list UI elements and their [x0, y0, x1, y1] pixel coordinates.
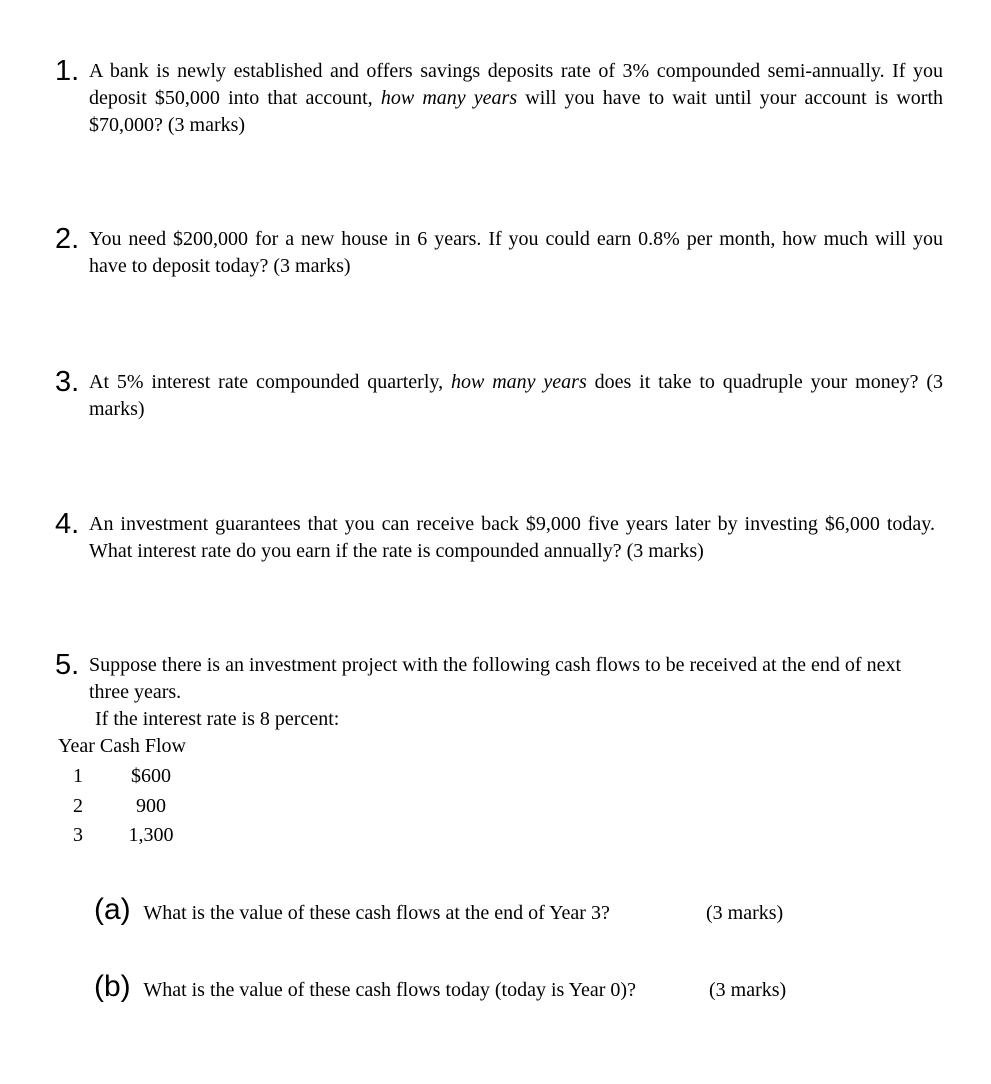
question-emphasis: how many years — [450, 371, 587, 393]
question-number: 4. — [55, 508, 80, 540]
row-cash-flow: 1,300 — [128, 824, 174, 846]
question-number: 1. — [55, 55, 80, 87]
question-number: 5. — [55, 649, 80, 681]
question-number: 2. — [55, 223, 80, 255]
header-cash-flow: Cash Flow — [99, 735, 186, 757]
question-text — [89, 369, 943, 423]
part-text: What is the value of these cash flows at the end of Year 3? — [143, 902, 610, 924]
question-1 — [55, 55, 944, 139]
part-label: (b) — [94, 970, 131, 1003]
part-marks: (3 marks) — [706, 902, 784, 924]
row-year: 1 — [73, 765, 83, 787]
question-emphasis: how many years — [380, 87, 518, 109]
table-header — [58, 735, 186, 758]
row-cash-flow: $600 — [131, 765, 171, 787]
question-text-part: At 5% interest rate compounded quarterly, — [89, 371, 451, 393]
part-a — [94, 893, 784, 927]
part-b — [94, 970, 787, 1004]
question-text: You need $200,000 for a new house in 6 years. If you could earn 0.8% per month, how much will you have to deposit today? (3 marks) — [89, 228, 943, 277]
question-text: An investment guarantees that you can receive back $9,000 five years later by investing $6,000 today. What interest rate do you earn if the rate is compounded annually? (3 marks) — [89, 513, 935, 562]
question-text-part: will you have to wait until your account is worth $70,000? (3 marks) — [89, 87, 944, 136]
question-number: 3. — [55, 366, 80, 398]
row-year: 3 — [73, 824, 83, 846]
row-cash-flow: 900 — [136, 795, 166, 817]
part-text: What is the value of these cash flows today (today is Year 0)? — [143, 979, 636, 1001]
part-marks: (3 marks) — [709, 979, 787, 1001]
row-year: 2 — [73, 795, 83, 817]
question-text-part: A bank is newly established and offers savings deposits rate of 3% compounded semi-annually. If you deposit $50,000 into that account, — [89, 60, 943, 109]
question-3 — [55, 366, 944, 423]
part-label: (a) — [94, 893, 131, 926]
interest-rate-line: If the interest rate is 8 percent: — [95, 708, 340, 730]
question-5 — [55, 649, 943, 733]
question-text: Suppose there is an investment project with the following cash flows to be received at the end of next three years. — [89, 654, 902, 703]
question-text-part: does it take to quadruple your money? (3 marks) — [89, 371, 944, 420]
question-2 — [55, 223, 943, 280]
question-4 — [55, 508, 943, 565]
header-year: Year — [58, 735, 95, 757]
question-text — [89, 58, 943, 139]
